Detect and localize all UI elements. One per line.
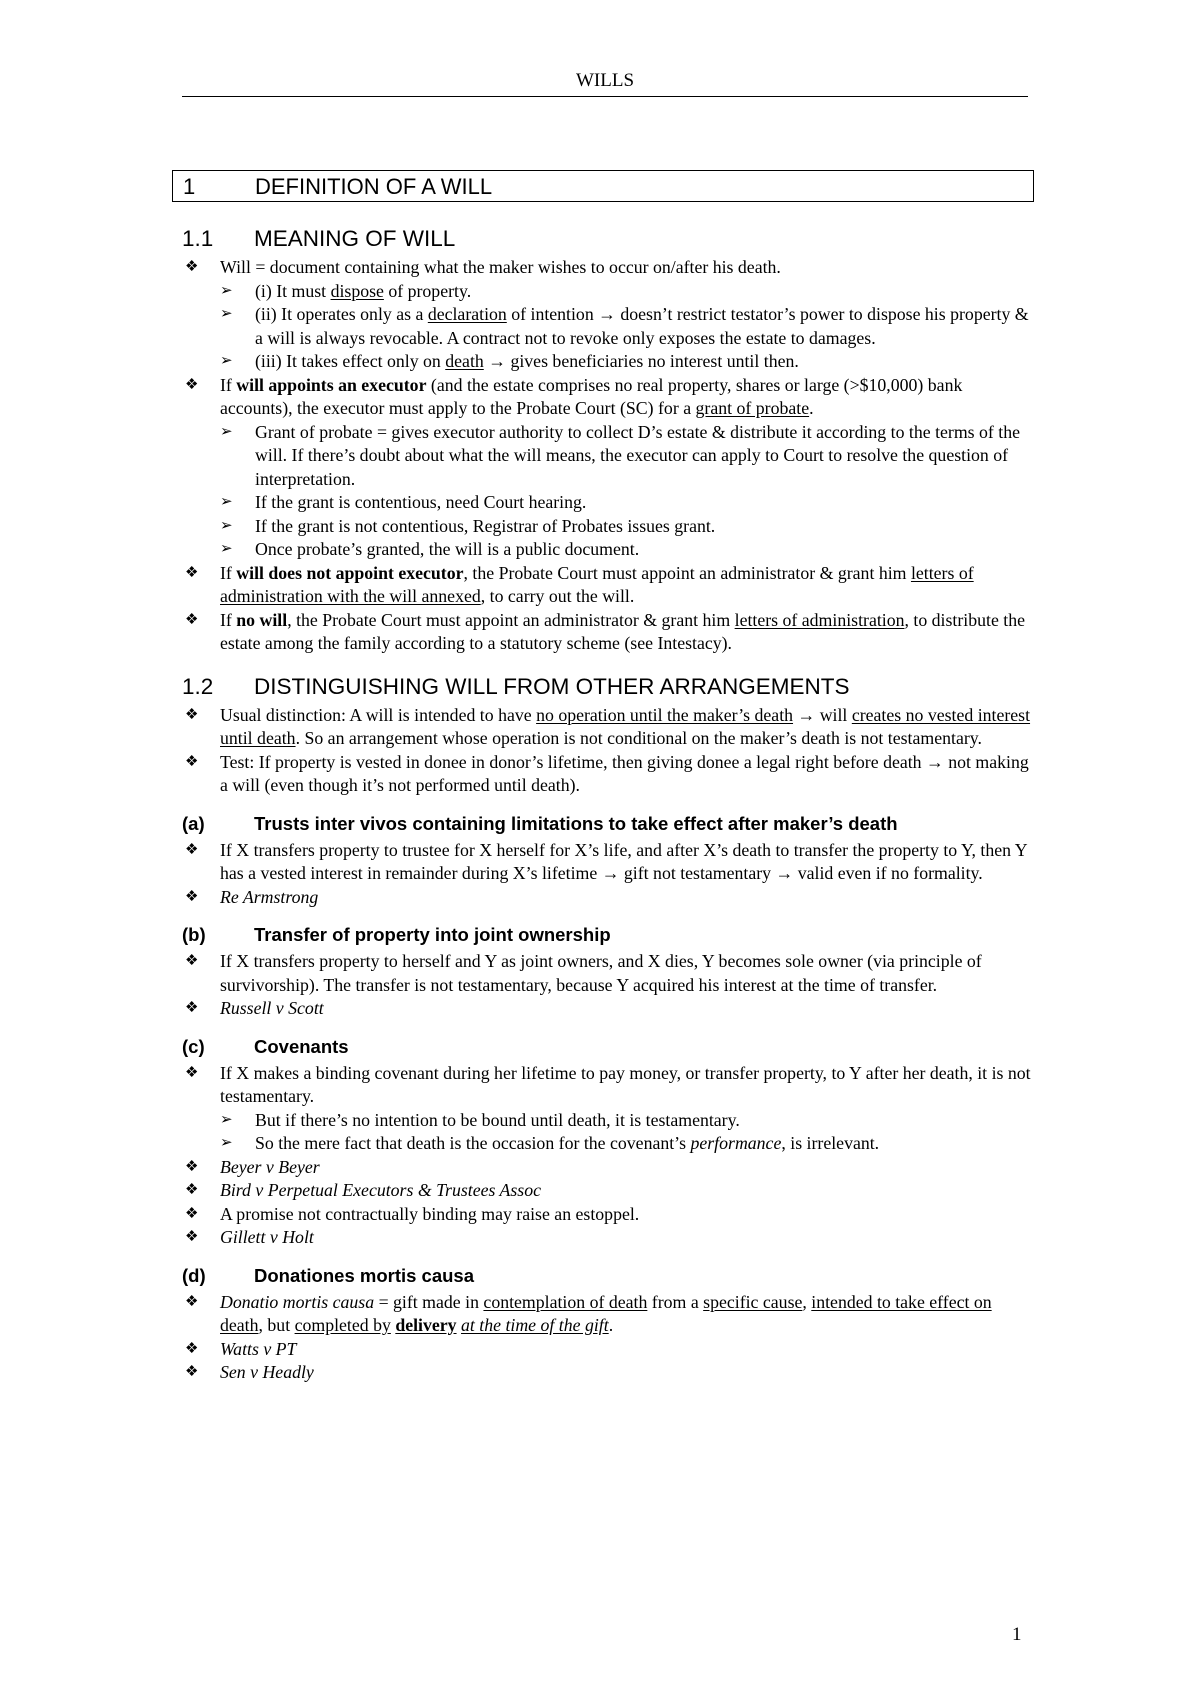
- list-item: ❖ If no will, the Probate Court must appoint an administrator & grant him letters of administration, to distribute the estate among the family according to a statutory scheme (see Intestacy).: [185, 609, 1026, 653]
- sub-list-item: ➢ Grant of probate = gives executor authority to collect D’s estate & distribute it according to the terms of the will. If there’s doubt about what the will means, the executor can apply to Court to resolve the question of interpretation.: [220, 421, 1021, 489]
- chapter-number: 1: [183, 174, 196, 199]
- case-citation: ❖ Watts v PT: [182, 1338, 1032, 1362]
- subsection-heading-a: (a) Trusts inter vivos containing limitations to take effect after maker’s death: [182, 812, 898, 834]
- sub-list-item: ➢ (i) It must dispose of property.: [182, 280, 1032, 304]
- document-body: [182, 226, 1032, 1385]
- chapter-title: DEFINITION OF A WILL: [255, 174, 493, 199]
- diamond-bullet-icon: ❖: [185, 259, 199, 275]
- running-header: WILLS: [575, 70, 635, 91]
- sub-list-item: ➢ (ii) It operates only as a declaration of intention → doesn’t restrict testator’s power to dispose his property & a will is always revocable. A contract not to revoke only exposes the estate to damages.: [220, 304, 1029, 348]
- diamond-bullet-icon: ❖: [185, 564, 199, 581]
- list-item: ❖ A promise not contractually binding may raise an estoppel.: [182, 1203, 1032, 1227]
- arrowhead-bullet-icon: ➢: [220, 282, 233, 299]
- diamond-bullet-icon: ❖: [185, 611, 199, 628]
- sub-list-item: ➢ So the mere fact that death is the occasion for the covenant’s performance, is irrelevant.: [182, 1132, 1032, 1156]
- page-number: 1: [1012, 1624, 1022, 1645]
- subsection-heading-b: (b) Transfer of property into joint ownership: [182, 924, 611, 945]
- section-heading-1-2: 1.2 DISTINGUISHING WILL FROM OTHER ARRANGEMENTS: [182, 673, 850, 699]
- diamond-bullet-icon: ❖: [185, 1158, 199, 1175]
- diamond-bullet-icon: ❖: [185, 376, 199, 393]
- diamond-bullet-icon: ❖: [185, 706, 199, 723]
- chapter-heading: [172, 170, 1034, 202]
- list-item: ❖ Donatio mortis causa = gift made in contemplation of death from a specific cause, intended to take effect on death, but completed by delivery at the time of the gift.: [185, 1291, 992, 1335]
- subsection-heading-c: (c) Covenants: [182, 1035, 349, 1057]
- arrowhead-bullet-icon: ➢: [220, 517, 233, 534]
- diamond-bullet-icon: ❖: [185, 888, 199, 905]
- sub-list-item: ➢ (iii) It takes effect only on death → gives beneficiaries no interest until then.: [182, 350, 1032, 374]
- header-rule: [182, 96, 1028, 97]
- section-heading-1-1: 1.1 MEANING OF WILL: [182, 226, 456, 251]
- arrowhead-bullet-icon: ➢: [220, 423, 233, 440]
- arrowhead-bullet-icon: ➢: [220, 1135, 233, 1151]
- list-item: ❖ If X transfers property to herself and Y as joint owners, and X dies, Y becomes sole owner (via principle of survivorship). The transfer is not testamentary, because Y acquired his interest at the time of transfer.: [185, 951, 982, 995]
- list-item: ❖ Test: If property is vested in donee in donor’s lifetime, then giving donee a legal right before death → not making a will (even though it’s not performed until death).: [185, 751, 1029, 795]
- arrowhead-bullet-icon: ➢: [220, 541, 233, 557]
- list-item: ❖ Usual distinction: A will is intended to have no operation until the maker’s death → will creates no vested interest until death. So an arrangement whose operation is not conditional on the maker’s death is not testamentary.: [185, 704, 1031, 748]
- sub-list-item: ➢ But if there’s no intention to be bound until death, it is testamentary.: [182, 1109, 1032, 1133]
- diamond-bullet-icon: ❖: [185, 1229, 199, 1245]
- case-citation: ❖ Beyer v Beyer: [182, 1156, 1032, 1180]
- arrowhead-bullet-icon: ➢: [220, 1111, 233, 1128]
- list-item: ❖ If X makes a binding covenant during her lifetime to pay money, or transfer property, to Y after her death, it is not testamentary.: [185, 1062, 1031, 1106]
- case-citation: ❖ Sen v Headly: [182, 1361, 1032, 1385]
- sub-list-item: ➢ If the grant is not contentious, Registrar of Probates issues grant.: [182, 515, 1032, 539]
- list-item: ❖ Will = document containing what the maker wishes to occur on/after his death.: [182, 256, 1032, 280]
- list-item: ❖ If will does not appoint executor, the Probate Court must appoint an administrator & grant him letters of administration with the will annexed, to carry out the will.: [185, 562, 974, 606]
- case-citation: ❖ Re Armstrong: [182, 886, 1032, 910]
- subsection-heading-d: (d) Donationes mortis causa: [182, 1264, 475, 1286]
- arrowhead-bullet-icon: ➢: [220, 353, 233, 369]
- diamond-bullet-icon: ❖: [185, 1000, 199, 1016]
- diamond-bullet-icon: ❖: [185, 1064, 199, 1081]
- arrowhead-bullet-icon: ➢: [220, 306, 233, 322]
- list-item: ❖ If will appoints an executor (and the estate comprises no real property, shares or large (>$10,000) bank accounts), the executor must apply to the Probate Court (SC) for a grant of probate.: [185, 374, 963, 418]
- case-citation: ❖ Bird v Perpetual Executors & Trustees Assoc: [182, 1179, 1032, 1203]
- diamond-bullet-icon: ❖: [185, 1293, 199, 1310]
- arrowhead-bullet-icon: ➢: [220, 494, 233, 510]
- diamond-bullet-icon: ❖: [185, 1364, 199, 1380]
- case-citation: ❖ Russell v Scott: [182, 997, 1032, 1021]
- diamond-bullet-icon: ❖: [185, 753, 199, 770]
- list-item: ❖ If X transfers property to trustee for X herself for X’s life, and after X’s death to transfer the property to Y, then Y has a vested interest in remainder during X’s lifetime → gift not testamentary → valid even if no formality.: [185, 839, 1027, 883]
- diamond-bullet-icon: ❖: [185, 1205, 199, 1222]
- sub-list-item: ➢ If the grant is contentious, need Court hearing.: [182, 491, 1032, 515]
- diamond-bullet-icon: ❖: [185, 1182, 199, 1198]
- sub-list-item: ➢ Once probate’s granted, the will is a public document.: [182, 538, 1032, 562]
- diamond-bullet-icon: ❖: [185, 841, 199, 858]
- diamond-bullet-icon: ❖: [185, 953, 199, 969]
- diamond-bullet-icon: ❖: [185, 1340, 199, 1357]
- case-citation: ❖ Gillett v Holt: [182, 1226, 1032, 1250]
